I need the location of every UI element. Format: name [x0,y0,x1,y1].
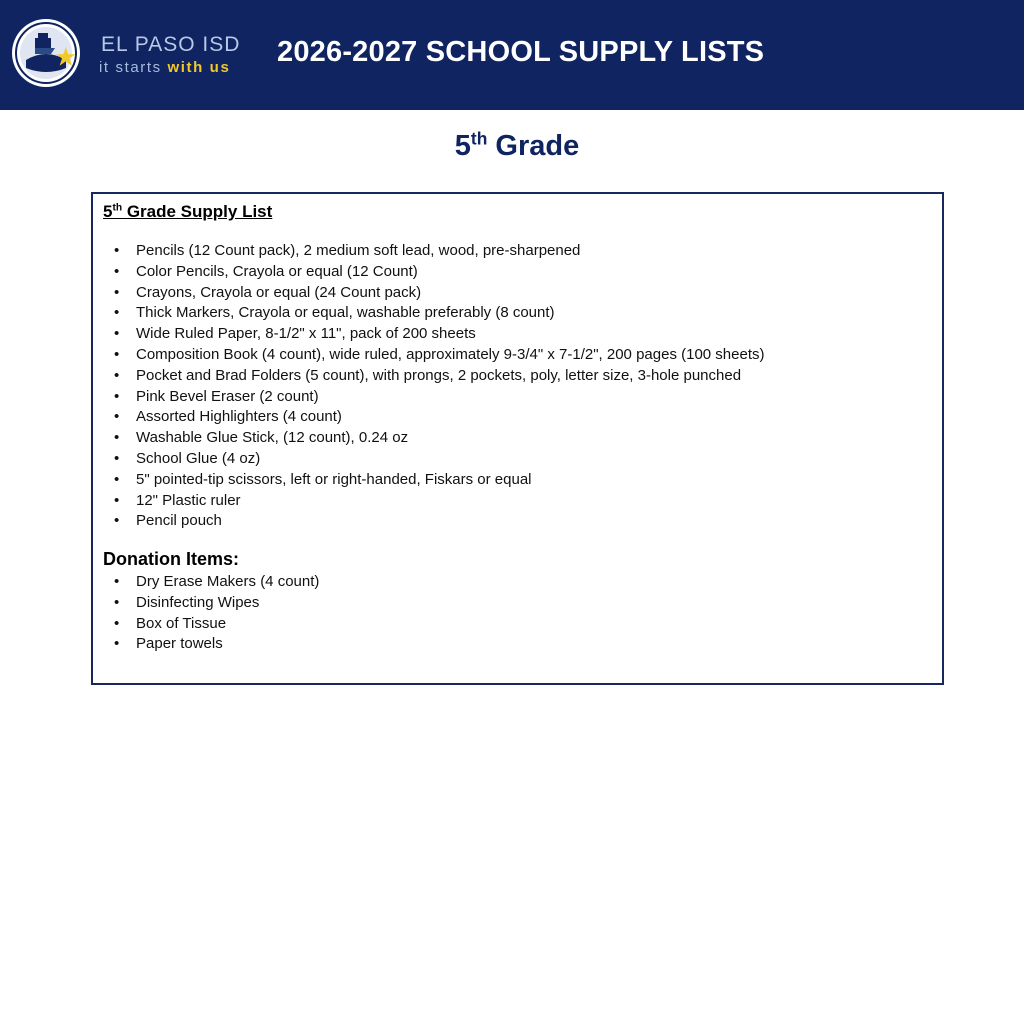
supply-title-suffix: th [112,202,123,214]
list-item: • 12" Plastic ruler [93,491,764,512]
list-item: • Composition Book (4 count), wide ruled, approximately 9-3/4" x 7-1/2", 200 pages (100 sheets) [93,345,764,366]
page-title: 2026-2027 SCHOOL SUPPLY LISTS [277,36,765,68]
list-item: • Wide Ruled Paper, 8-1/2" x 11", pack of 200 sheets [93,324,764,345]
grade-number: 5 [454,130,471,162]
list-item: • Crayons, Crayola or equal (24 Count pack) [93,283,764,304]
list-item: • Pencil pouch [93,511,764,532]
list-item: • Paper towels [93,634,319,655]
list-item: • Pink Bevel Eraser (2 count) [93,387,764,408]
supply-title-number: 5 [103,202,113,221]
brand-tagline [99,59,230,76]
grade-suffix: th [470,128,488,149]
list-item: • Color Pencils, Crayola or equal (12 Count) [93,262,764,283]
supply-list-title [103,202,272,222]
list-item: • School Glue (4 oz) [93,449,764,470]
supply-list-box [91,192,944,685]
donation-list [93,572,319,655]
list-item: • Disinfecting Wipes [93,593,319,614]
brand-name: EL PASO ISD [101,33,241,56]
header-banner [0,0,1024,110]
donation-heading: Donation Items: [103,549,240,569]
tagline-part-2: with us [167,59,231,76]
list-item: • Washable Glue Stick, (12 count), 0.24 oz [93,428,764,449]
grade-word: Grade [487,130,580,162]
grade-heading [0,130,1024,163]
list-item: • Dry Erase Makers (4 count) [93,572,319,593]
list-item: • 5" pointed-tip scissors, left or right-handed, Fiskars or equal [93,470,764,491]
supply-title-rest: Grade Supply List [122,202,273,221]
list-item: • Thick Markers, Crayola or equal, washable preferably (8 count) [93,303,764,324]
supply-list [93,241,764,532]
tagline-part-1: it starts [99,59,168,76]
district-seal-icon [11,18,81,88]
list-item: • Assorted Highlighters (4 count) [93,407,764,428]
list-item: • Pencils (12 Count pack), 2 medium soft lead, wood, pre-sharpened [93,241,764,262]
list-item: • Pocket and Brad Folders (5 count), with prongs, 2 pockets, poly, letter size, 3-hole punched [93,366,764,387]
list-item: • Box of Tissue [93,614,319,635]
